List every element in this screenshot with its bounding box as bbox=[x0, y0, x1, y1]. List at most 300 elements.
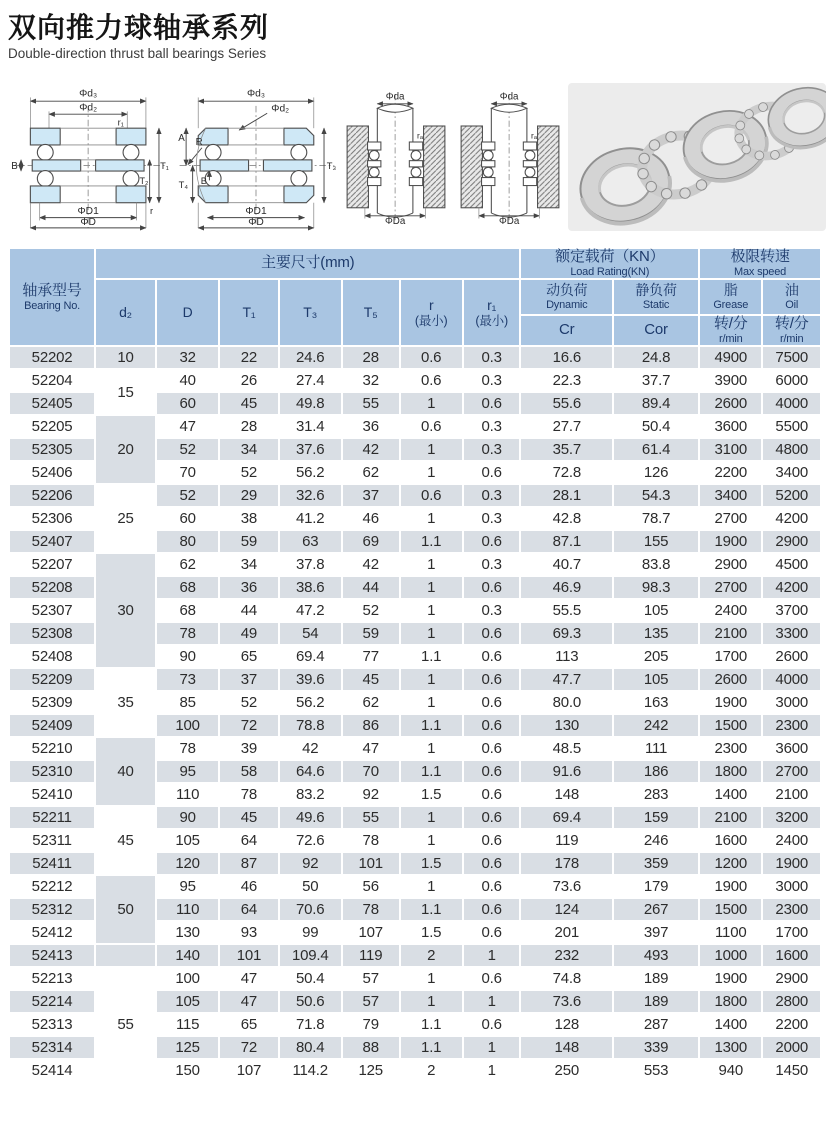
header-r1-min bbox=[463, 279, 521, 346]
spec-cell: 72.6 bbox=[279, 829, 342, 852]
header-load-rating-en: Load Rating(KN) bbox=[570, 265, 650, 278]
spec-cell: 1 bbox=[463, 1036, 521, 1059]
spec-cell: 73 bbox=[156, 668, 219, 691]
spec-cell: 2 bbox=[400, 944, 463, 967]
bearing-no-cell: 52314 bbox=[9, 1036, 95, 1059]
spec-cell: 37 bbox=[342, 484, 400, 507]
spec-cell: 1 bbox=[400, 806, 463, 829]
dim-label: T₁ bbox=[160, 161, 169, 172]
header-cr: Cr bbox=[520, 315, 613, 346]
spec-cell: 1000 bbox=[699, 944, 762, 967]
spec-cell: 0.6 bbox=[463, 714, 521, 737]
header-T1: T₁ bbox=[219, 279, 278, 346]
spec-cell: 38.6 bbox=[279, 576, 342, 599]
header-dynamic bbox=[520, 279, 613, 315]
table-row bbox=[9, 346, 821, 369]
header-bearing-no-en: Bearing No. bbox=[24, 299, 80, 312]
spec-cell: 0.3 bbox=[463, 438, 521, 461]
spec-cell: 60 bbox=[156, 392, 219, 415]
spec-cell: 29 bbox=[219, 484, 278, 507]
spec-cell: 90 bbox=[156, 645, 219, 668]
dim-label: T₄ bbox=[178, 180, 189, 191]
spec-cell: 1.5 bbox=[400, 921, 463, 944]
spec-cell: 201 bbox=[520, 921, 613, 944]
header-grease bbox=[699, 279, 762, 315]
spec-cell: 2300 bbox=[699, 737, 762, 760]
spec-cell: 5200 bbox=[762, 484, 821, 507]
spec-cell: 359 bbox=[613, 852, 699, 875]
spec-cell: 64 bbox=[219, 898, 278, 921]
spec-cell: 72 bbox=[219, 1036, 278, 1059]
d2-group-cell: 10 bbox=[95, 346, 156, 369]
bearing-no-cell: 52214 bbox=[9, 990, 95, 1013]
spec-cell: 163 bbox=[613, 691, 699, 714]
dim-label: ΦD1 bbox=[77, 206, 99, 218]
spec-cell: 1.1 bbox=[400, 898, 463, 921]
header-main-dims: 主要尺寸(mm) bbox=[95, 248, 520, 279]
header-bearing-no bbox=[9, 248, 95, 346]
bearing-no-cell: 52213 bbox=[9, 967, 95, 990]
spec-cell: 135 bbox=[613, 622, 699, 645]
spec-cell: 115 bbox=[156, 1013, 219, 1036]
spec-cell: 59 bbox=[219, 530, 278, 553]
header-max-speed bbox=[699, 248, 821, 279]
spec-cell: 7500 bbox=[762, 346, 821, 369]
d2-group-cell: 50 bbox=[95, 875, 156, 944]
spec-cell: 91.6 bbox=[520, 760, 613, 783]
spec-table-header bbox=[9, 248, 821, 346]
spec-cell: 88 bbox=[342, 1036, 400, 1059]
spec-cell: 242 bbox=[613, 714, 699, 737]
header-r1-min-label: (最小) bbox=[475, 313, 508, 328]
spec-cell: 0.6 bbox=[463, 737, 521, 760]
bearing-no-cell: 52209 bbox=[9, 668, 95, 691]
spec-cell: 2700 bbox=[699, 576, 762, 599]
spec-cell: 42 bbox=[279, 737, 342, 760]
spec-cell: 1900 bbox=[699, 967, 762, 990]
dim-label: Φd₃ bbox=[246, 88, 266, 100]
bearing-no-cell: 52202 bbox=[9, 346, 95, 369]
spec-cell: 0.6 bbox=[463, 783, 521, 806]
spec-cell: 120 bbox=[156, 852, 219, 875]
spec-cell: 1.5 bbox=[400, 852, 463, 875]
spec-cell: 60 bbox=[156, 507, 219, 530]
spec-cell: 78.8 bbox=[279, 714, 342, 737]
header-static bbox=[613, 279, 699, 315]
spec-cell: 1700 bbox=[699, 645, 762, 668]
spec-cell: 22.3 bbox=[520, 369, 613, 392]
spec-cell: 90 bbox=[156, 806, 219, 829]
spec-cell: 4900 bbox=[699, 346, 762, 369]
spec-cell: 232 bbox=[520, 944, 613, 967]
spec-cell: 5500 bbox=[762, 415, 821, 438]
spec-cell: 47 bbox=[219, 990, 278, 1013]
spec-cell: 109.4 bbox=[279, 944, 342, 967]
spec-cell: 80.4 bbox=[279, 1036, 342, 1059]
spec-cell: 70 bbox=[342, 760, 400, 783]
header-d2: d₂ bbox=[95, 279, 156, 346]
spec-cell: 87.1 bbox=[520, 530, 613, 553]
header-r-min-label: (最小) bbox=[414, 313, 448, 328]
spec-cell: 1 bbox=[400, 691, 463, 714]
spec-cell: 3400 bbox=[699, 484, 762, 507]
table-row bbox=[9, 737, 821, 760]
header-dynamic-en: Dynamic bbox=[546, 298, 588, 311]
spec-cell: 57 bbox=[342, 967, 400, 990]
bearing-no-cell: 52313 bbox=[9, 1013, 95, 1036]
spec-cell: 65 bbox=[219, 1013, 278, 1036]
spec-cell: 92 bbox=[279, 852, 342, 875]
spec-cell: 95 bbox=[156, 875, 219, 898]
spec-cell: 101 bbox=[342, 852, 400, 875]
spec-cell: 2 bbox=[400, 1059, 463, 1082]
spec-cell: 125 bbox=[156, 1036, 219, 1059]
spec-cell: 56.2 bbox=[279, 691, 342, 714]
spec-cell: 125 bbox=[342, 1059, 400, 1082]
spec-cell: 2300 bbox=[762, 898, 821, 921]
spec-cell: 46 bbox=[219, 875, 278, 898]
spec-cell: 2300 bbox=[762, 714, 821, 737]
page-title bbox=[8, 12, 822, 61]
spec-cell: 1 bbox=[400, 829, 463, 852]
spec-cell: 1450 bbox=[762, 1059, 821, 1082]
spec-cell: 69.4 bbox=[520, 806, 613, 829]
spec-cell: 37.7 bbox=[613, 369, 699, 392]
spec-cell: 78 bbox=[156, 622, 219, 645]
bearing-no-cell: 52409 bbox=[9, 714, 95, 737]
spec-cell: 1.1 bbox=[400, 1013, 463, 1036]
spec-cell: 37 bbox=[219, 668, 278, 691]
spec-cell: 0.6 bbox=[463, 760, 521, 783]
spec-cell: 59 bbox=[342, 622, 400, 645]
spec-cell: 339 bbox=[613, 1036, 699, 1059]
spec-cell: 140 bbox=[156, 944, 219, 967]
spec-cell: 1 bbox=[463, 944, 521, 967]
header-max-speed-zh: 极限转速 bbox=[730, 248, 790, 266]
dim-label: ΦDa bbox=[384, 215, 406, 227]
spec-cell: 28 bbox=[219, 415, 278, 438]
spec-cell: 1 bbox=[463, 1059, 521, 1082]
spec-cell: 40 bbox=[156, 369, 219, 392]
spec-cell: 105 bbox=[613, 599, 699, 622]
spec-cell: 80.0 bbox=[520, 691, 613, 714]
header-dynamic-zh: 动负荷 bbox=[546, 282, 588, 299]
spec-cell: 52 bbox=[219, 691, 278, 714]
spec-cell: 83.8 bbox=[613, 553, 699, 576]
spec-cell: 2600 bbox=[762, 645, 821, 668]
dim-label: rₐ bbox=[531, 130, 537, 141]
spec-cell: 3600 bbox=[699, 415, 762, 438]
table-row bbox=[9, 484, 821, 507]
spec-cell: 36 bbox=[219, 576, 278, 599]
mounting-diagram-1 bbox=[340, 83, 452, 233]
header-grease-rpm-zh: 转/分 bbox=[713, 315, 748, 333]
d2-group-cell: 25 bbox=[95, 484, 156, 553]
dim-label: Φd₃ bbox=[79, 88, 98, 100]
spec-cell: 87 bbox=[219, 852, 278, 875]
spec-cell: 78 bbox=[219, 783, 278, 806]
spec-cell: 62 bbox=[342, 691, 400, 714]
d2-group-cell: 15 bbox=[95, 369, 156, 415]
spec-cell: 48.5 bbox=[520, 737, 613, 760]
spec-cell: 16.6 bbox=[520, 346, 613, 369]
spec-cell: 113 bbox=[520, 645, 613, 668]
spec-cell: 2100 bbox=[762, 783, 821, 806]
spec-cell: 89.4 bbox=[613, 392, 699, 415]
spec-cell: 78 bbox=[342, 898, 400, 921]
spec-cell: 0.6 bbox=[463, 921, 521, 944]
spec-cell: 46.9 bbox=[520, 576, 613, 599]
spec-cell: 110 bbox=[156, 898, 219, 921]
spec-cell: 287 bbox=[613, 1013, 699, 1036]
dim-label: rₐ bbox=[417, 130, 423, 141]
table-row bbox=[9, 415, 821, 438]
spec-cell: 2100 bbox=[699, 806, 762, 829]
spec-cell: 83.2 bbox=[279, 783, 342, 806]
spec-cell: 1900 bbox=[699, 875, 762, 898]
spec-cell: 69 bbox=[342, 530, 400, 553]
spec-cell: 52 bbox=[156, 484, 219, 507]
spec-cell: 107 bbox=[219, 1059, 278, 1082]
spec-cell: 92 bbox=[342, 783, 400, 806]
spec-cell: 4000 bbox=[762, 392, 821, 415]
spec-cell: 1 bbox=[400, 622, 463, 645]
spec-cell: 0.3 bbox=[463, 369, 521, 392]
bearing-no-cell: 52210 bbox=[9, 737, 95, 760]
bearing-no-cell: 52205 bbox=[9, 415, 95, 438]
spec-cell: 0.6 bbox=[463, 530, 521, 553]
spec-cell: 74.8 bbox=[520, 967, 613, 990]
table-row bbox=[9, 668, 821, 691]
spec-cell: 0.6 bbox=[463, 645, 521, 668]
spec-cell: 148 bbox=[520, 1036, 613, 1059]
bearing-no-cell: 52306 bbox=[9, 507, 95, 530]
spec-cell: 493 bbox=[613, 944, 699, 967]
dim-label: T₃ bbox=[326, 161, 337, 172]
spec-cell: 3600 bbox=[762, 737, 821, 760]
spec-cell: 44 bbox=[342, 576, 400, 599]
spec-cell: 93 bbox=[219, 921, 278, 944]
spec-cell: 64 bbox=[219, 829, 278, 852]
bearing-no-cell: 52211 bbox=[9, 806, 95, 829]
spec-cell: 47 bbox=[219, 967, 278, 990]
spec-cell: 397 bbox=[613, 921, 699, 944]
spec-cell: 55.5 bbox=[520, 599, 613, 622]
spec-cell: 940 bbox=[699, 1059, 762, 1082]
bearings-photo bbox=[568, 83, 826, 231]
header-grease-zh: 脂 bbox=[723, 282, 738, 299]
spec-cell: 2800 bbox=[762, 990, 821, 1013]
header-oil-zh: 油 bbox=[784, 282, 799, 299]
spec-cell: 1 bbox=[400, 507, 463, 530]
spec-cell: 45 bbox=[342, 668, 400, 691]
d2-group-cell: 55 bbox=[95, 967, 156, 1082]
spec-cell: 1400 bbox=[699, 783, 762, 806]
spec-cell: 36 bbox=[342, 415, 400, 438]
spec-cell: 79 bbox=[342, 1013, 400, 1036]
spec-cell: 1500 bbox=[699, 714, 762, 737]
spec-cell: 0.3 bbox=[463, 507, 521, 530]
header-r1: r₁ bbox=[487, 297, 497, 314]
spec-cell: 130 bbox=[520, 714, 613, 737]
spec-cell: 0.6 bbox=[463, 392, 521, 415]
header-grease-rpm bbox=[699, 315, 762, 346]
spec-cell: 72.8 bbox=[520, 461, 613, 484]
dim-label: Φda bbox=[385, 91, 405, 103]
spec-cell: 0.6 bbox=[463, 1013, 521, 1036]
spec-cell: 267 bbox=[613, 898, 699, 921]
bearing-no-cell: 52208 bbox=[9, 576, 95, 599]
spec-cell: 39.6 bbox=[279, 668, 342, 691]
bearing-no-cell: 52411 bbox=[9, 852, 95, 875]
spec-cell: 52 bbox=[156, 438, 219, 461]
spec-cell: 2600 bbox=[699, 668, 762, 691]
spec-cell: 0.6 bbox=[463, 668, 521, 691]
spec-cell: 85 bbox=[156, 691, 219, 714]
spec-cell: 2600 bbox=[699, 392, 762, 415]
spec-cell: 68 bbox=[156, 599, 219, 622]
spec-cell: 73.6 bbox=[520, 875, 613, 898]
spec-cell: 1 bbox=[400, 438, 463, 461]
spec-cell: 0.6 bbox=[400, 415, 463, 438]
bearing-no-cell: 52206 bbox=[9, 484, 95, 507]
spec-cell: 1 bbox=[400, 990, 463, 1013]
spec-cell: 1900 bbox=[699, 691, 762, 714]
spec-cell: 553 bbox=[613, 1059, 699, 1082]
spec-table-body bbox=[9, 346, 821, 1082]
spec-cell: 0.6 bbox=[463, 806, 521, 829]
spec-cell: 34 bbox=[219, 553, 278, 576]
spec-cell: 186 bbox=[613, 760, 699, 783]
spec-cell: 1.1 bbox=[400, 760, 463, 783]
bearing-no-cell: 52412 bbox=[9, 921, 95, 944]
dim-label: Φd₂ bbox=[79, 102, 98, 114]
spec-cell: 1300 bbox=[699, 1036, 762, 1059]
bearing-no-cell: 52405 bbox=[9, 392, 95, 415]
spec-cell: 105 bbox=[156, 990, 219, 1013]
mounting-diagram-2 bbox=[454, 83, 566, 233]
spec-cell: 114.2 bbox=[279, 1059, 342, 1082]
bearing-no-cell: 52310 bbox=[9, 760, 95, 783]
spec-cell: 54.3 bbox=[613, 484, 699, 507]
header-static-en: Static bbox=[642, 298, 670, 311]
spec-cell: 1.1 bbox=[400, 714, 463, 737]
table-row bbox=[9, 553, 821, 576]
spec-cell: 42 bbox=[342, 553, 400, 576]
spec-cell: 246 bbox=[613, 829, 699, 852]
spec-cell: 55 bbox=[342, 806, 400, 829]
spec-cell: 101 bbox=[219, 944, 278, 967]
spec-cell: 2200 bbox=[699, 461, 762, 484]
bearing-no-cell: 52307 bbox=[9, 599, 95, 622]
dim-label: Φda bbox=[499, 91, 519, 103]
spec-cell: 1.5 bbox=[400, 783, 463, 806]
spec-cell: 205 bbox=[613, 645, 699, 668]
spec-cell: 1 bbox=[400, 553, 463, 576]
spec-cell: 124 bbox=[520, 898, 613, 921]
spec-cell: 1.1 bbox=[400, 530, 463, 553]
d2-group-cell: 30 bbox=[95, 553, 156, 668]
spec-cell: 52 bbox=[342, 599, 400, 622]
spec-cell: 95 bbox=[156, 760, 219, 783]
spec-cell: 4800 bbox=[762, 438, 821, 461]
spec-cell: 72 bbox=[219, 714, 278, 737]
dim-label: ΦD1 bbox=[245, 206, 267, 218]
spec-cell: 3000 bbox=[762, 691, 821, 714]
bearing-no-cell: 52410 bbox=[9, 783, 95, 806]
spec-cell: 62 bbox=[156, 553, 219, 576]
spec-cell: 32 bbox=[342, 369, 400, 392]
spec-cell: 0.6 bbox=[463, 852, 521, 875]
bearing-no-cell: 52212 bbox=[9, 875, 95, 898]
header-oil-en: Oil bbox=[785, 298, 799, 311]
spec-cell: 2900 bbox=[762, 530, 821, 553]
spec-cell: 1900 bbox=[762, 852, 821, 875]
spec-cell: 55.6 bbox=[520, 392, 613, 415]
spec-cell: 34 bbox=[219, 438, 278, 461]
spec-cell: 28 bbox=[342, 346, 400, 369]
spec-cell: 1100 bbox=[699, 921, 762, 944]
spec-cell: 100 bbox=[156, 967, 219, 990]
header-max-speed-en: Max speed bbox=[734, 265, 787, 278]
spec-cell: 0.6 bbox=[463, 875, 521, 898]
spec-cell: 1500 bbox=[699, 898, 762, 921]
header-D: D bbox=[156, 279, 219, 346]
spec-cell: 35.7 bbox=[520, 438, 613, 461]
section-diagram-2 bbox=[174, 83, 338, 233]
spec-cell: 119 bbox=[342, 944, 400, 967]
header-oil-rpm-zh: 转/分 bbox=[774, 315, 809, 333]
spec-cell: 1 bbox=[463, 990, 521, 1013]
spec-cell: 54 bbox=[279, 622, 342, 645]
d2-group-cell: 20 bbox=[95, 415, 156, 484]
spec-cell: 1 bbox=[400, 599, 463, 622]
header-load-rating bbox=[520, 248, 699, 279]
spec-cell: 1 bbox=[400, 875, 463, 898]
spec-cell: 27.7 bbox=[520, 415, 613, 438]
d2-group-cell bbox=[95, 944, 156, 967]
table-row bbox=[9, 806, 821, 829]
spec-cell: 0.3 bbox=[463, 599, 521, 622]
spec-cell: 4200 bbox=[762, 507, 821, 530]
spec-cell: 56 bbox=[342, 875, 400, 898]
table-row bbox=[9, 944, 821, 967]
spec-cell: 57 bbox=[342, 990, 400, 1013]
spec-cell: 1.1 bbox=[400, 645, 463, 668]
bearing-no-cell: 52414 bbox=[9, 1059, 95, 1082]
spec-cell: 189 bbox=[613, 990, 699, 1013]
spec-cell: 111 bbox=[613, 737, 699, 760]
spec-cell: 0.3 bbox=[463, 553, 521, 576]
spec-cell: 31.4 bbox=[279, 415, 342, 438]
spec-cell: 178 bbox=[520, 852, 613, 875]
spec-cell: 50.4 bbox=[279, 967, 342, 990]
bearing-no-cell: 52312 bbox=[9, 898, 95, 921]
spec-cell: 47 bbox=[342, 737, 400, 760]
spec-cell: 41.2 bbox=[279, 507, 342, 530]
spec-cell: 42.8 bbox=[520, 507, 613, 530]
dim-label: r bbox=[149, 206, 154, 217]
spec-cell: 3200 bbox=[762, 806, 821, 829]
spec-cell: 6000 bbox=[762, 369, 821, 392]
spec-cell: 24.6 bbox=[279, 346, 342, 369]
spec-cell: 0.3 bbox=[463, 415, 521, 438]
spec-cell: 44 bbox=[219, 599, 278, 622]
spec-cell: 37.8 bbox=[279, 553, 342, 576]
spec-cell: 38 bbox=[219, 507, 278, 530]
spec-cell: 283 bbox=[613, 783, 699, 806]
table-row bbox=[9, 369, 821, 392]
